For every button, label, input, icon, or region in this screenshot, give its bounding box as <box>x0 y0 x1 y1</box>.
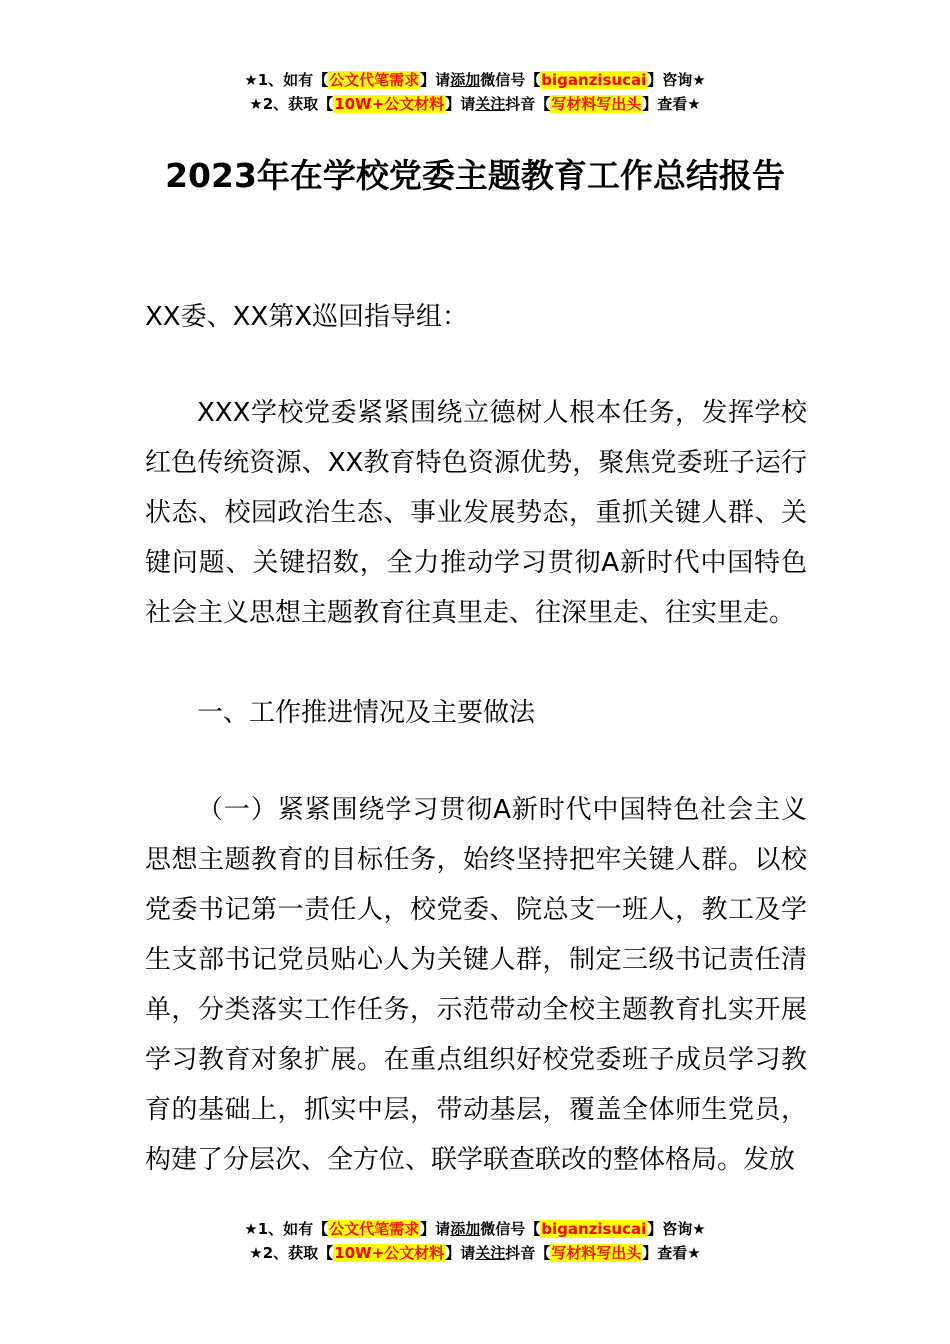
paragraph-1: XXX学校党委紧紧围绕立德树人根本任务，发挥学校红色传统资源、XX教育特色资源优势，聚焦党委班子运行状态、校园政治生态、事业发展势态，重抓关键人群、关键问题、关键招数，全力推动学习贯彻A新时代中国特色社会主义思想主题教育往真里走、往深里走、往实里走。 <box>145 398 807 628</box>
banner-underline: 关注 <box>475 1244 506 1262</box>
banner-highlight: 写材料写出头 <box>551 95 642 113</box>
banner-text: 微信号【 <box>480 1220 541 1238</box>
banner-text: 】查看★ <box>642 1244 701 1262</box>
banner-text: 】请 <box>420 1220 451 1238</box>
banner-highlight: 10W+公文材料 <box>334 1244 445 1262</box>
banner-highlight: biganzisucai <box>541 1220 647 1238</box>
banner-underline: 添加 <box>450 1220 481 1238</box>
banner-text: 】请 <box>420 71 451 89</box>
banner-text: 】咨询★ <box>647 71 706 89</box>
salutation: XX委、XX第X巡回指导组： <box>145 302 469 332</box>
banner-underline: 添加 <box>450 71 481 89</box>
banner-text: 】查看★ <box>642 95 701 113</box>
banner-highlight: 写材料写出头 <box>551 1244 642 1262</box>
header-banner <box>0 68 950 116</box>
banner-line-1 <box>0 68 950 92</box>
banner-text: ★1、如有【 <box>244 71 329 89</box>
banner-highlight: 10W+公文材料 <box>334 95 445 113</box>
banner-text: ★2、获取【 <box>249 1244 334 1262</box>
banner-text: 抖音【 <box>505 95 551 113</box>
paragraph-2: （一）紧紧围绕学习贯彻A新时代中国特色社会主义思想主题教育的目标任务，始终坚持把牢关键人群。以校党委书记第一责任人，校党委、院总支一班人，教工及学生支部书记党员贴心人为关键人群，制定三级书记责任清单，分类落实工作任务，示范带动全校主题教育扎实开展学习教育对象扩展。在重点组织好校党委班子成员学习教育的基础上，抓实中层，带动基层，覆盖全体师生党员，构建了分层次、全方位、联学联查联改的整体格局。发放 <box>145 795 807 1175</box>
banner-highlight: 公文代笔需求 <box>329 1220 420 1238</box>
banner-highlight: biganzisucai <box>541 71 647 89</box>
document-title: 2023年在学校党委主题教育工作总结报告 <box>165 156 785 195</box>
banner-text: 】请 <box>445 95 476 113</box>
banner-text: ★2、获取【 <box>249 95 334 113</box>
banner-text: 】咨询★ <box>647 1220 706 1238</box>
banner-underline: 关注 <box>475 95 506 113</box>
section-heading-1: 一、工作推进情况及主要做法 <box>197 698 536 728</box>
banner-text: 抖音【 <box>505 1244 551 1262</box>
footer-banner <box>0 1217 950 1265</box>
banner-highlight: 公文代笔需求 <box>329 71 420 89</box>
banner-line-1 <box>0 1217 950 1241</box>
banner-text: 】请 <box>445 1244 476 1262</box>
banner-line-2 <box>0 92 950 116</box>
banner-text: ★1、如有【 <box>244 1220 329 1238</box>
banner-line-2 <box>0 1241 950 1265</box>
banner-text: 微信号【 <box>480 71 541 89</box>
